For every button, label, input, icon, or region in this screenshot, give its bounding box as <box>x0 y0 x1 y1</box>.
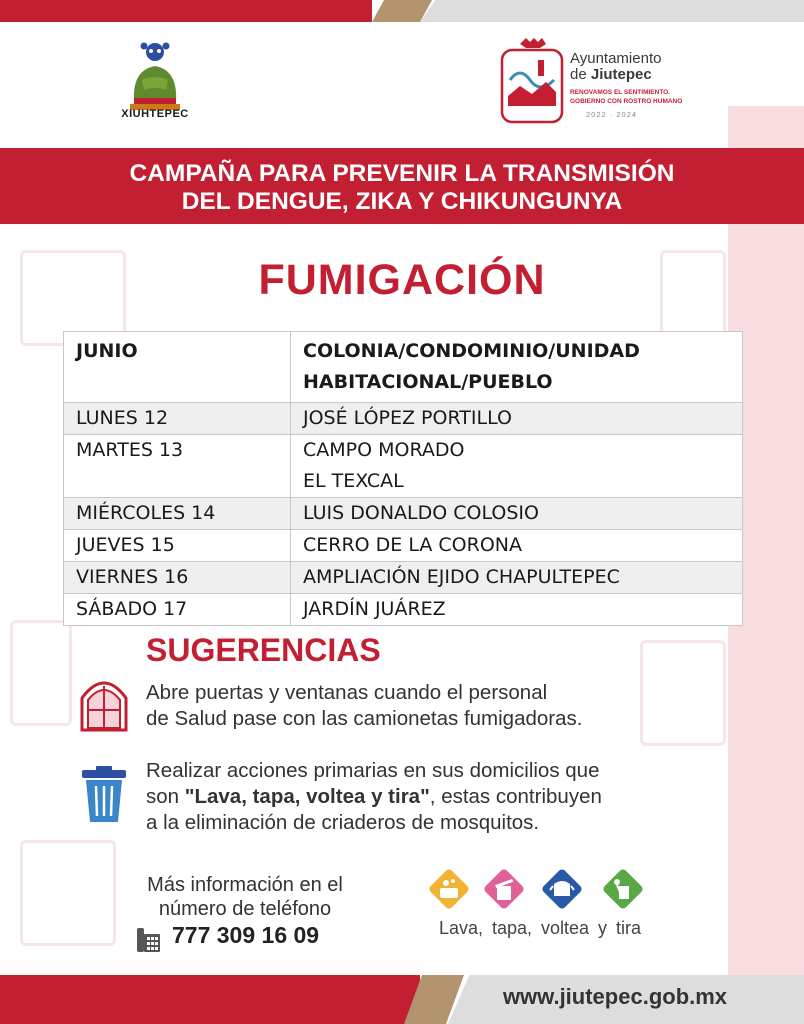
header-month: JUNIO <box>64 332 291 403</box>
row-day: SÁBADO 17 <box>64 594 291 626</box>
trash-can-icon <box>80 766 128 824</box>
campaign-title-line1: CAMPAÑA PARA PREVENIR LA TRANSMISIÓN <box>129 160 675 187</box>
window-icon <box>78 676 130 732</box>
telephone-icon <box>136 926 162 954</box>
tapa-diamond-icon <box>481 866 527 912</box>
suggestion2-slogan: "Lava, tapa, voltea y tira" <box>184 785 430 808</box>
row-place-line2: EL TEXCAL <box>303 470 404 492</box>
row-day: VIERNES 16 <box>64 562 291 594</box>
campaign-title-line2: DEL DENGUE, ZIKA Y CHIKUNGUNYA <box>181 188 623 215</box>
suggestion-lava-tapa <box>146 758 706 836</box>
suggestion2-line3: a la eliminación de criaderos de mosquitos. <box>146 811 540 834</box>
top-red-bar <box>0 0 372 22</box>
row-day: MIÉRCOLES 14 <box>64 498 291 530</box>
tira-diamond-icon <box>600 866 646 912</box>
xiuhtepec-label: XIUHTEPEC <box>121 108 189 120</box>
row-place: AMPLIACIÓN EJIDO CHAPULTEPEC <box>291 562 743 594</box>
header-location <box>291 332 743 403</box>
suggestion1-line2: de Salud pase con las camionetas fumigadoras. <box>146 707 583 730</box>
row-day: MARTES 13 <box>64 435 291 498</box>
suggestion1-line1: Abre puertas y ventanas cuando el personal <box>146 681 548 704</box>
phone-number: 777 309 16 09 <box>172 922 320 948</box>
row-place: CERRO DE LA CORONA <box>291 530 743 562</box>
bottom-red-bar <box>0 975 420 1024</box>
voltea-diamond-icon <box>539 866 585 912</box>
municipality-bold: Jiutepec <box>590 66 652 83</box>
term-years: 2022 · 2024 <box>586 110 638 119</box>
more-info-line2: número de teléfono <box>158 898 332 920</box>
motto-line1: RENOVAMOS EL SENTIMIENTO. <box>570 89 671 96</box>
ayuntamiento-name: Ayuntamiento <box>570 50 662 67</box>
motto-line2: GOBIERNO CON ROSTRO HUMANO <box>570 98 683 105</box>
row-place <box>291 435 743 498</box>
row-place: JARDÍN JUÁREZ <box>291 594 743 626</box>
table-row <box>64 530 743 562</box>
table-row <box>64 594 743 626</box>
municipality-prefix: de <box>570 66 587 83</box>
table-row <box>64 435 743 498</box>
website-link[interactable]: www.jiutepec.gob.mx <box>502 984 728 1009</box>
table-row <box>64 403 743 435</box>
municipality-name <box>570 66 652 83</box>
suggestion2-line2 <box>146 784 706 810</box>
table-row <box>64 562 743 594</box>
lava-diamond-icon <box>426 866 472 912</box>
slogan-label: Lava, tapa, voltea y tira <box>438 918 642 938</box>
suggestion2-line1: Realizar acciones primarias en sus domicilios que <box>146 759 600 782</box>
suggestion2-post: , estas contribuyen <box>429 785 602 808</box>
header-location-line2: HABITACIONAL/PUEBLO <box>303 371 553 393</box>
watermark-tile <box>10 620 72 726</box>
campaign-title <box>0 160 804 216</box>
page-title: FUMIGACIÓN <box>258 256 546 304</box>
row-day: JUEVES 15 <box>64 530 291 562</box>
row-place-line1: CAMPO MORADO <box>303 439 465 461</box>
table-header-row <box>64 332 743 403</box>
table-row <box>64 498 743 530</box>
watermark-tile <box>20 840 116 946</box>
row-day: LUNES 12 <box>64 403 291 435</box>
suggestion-open-windows <box>146 680 706 732</box>
more-info-line1: Más información en el <box>147 874 343 896</box>
top-grey-bar <box>420 0 804 22</box>
row-place: JOSÉ LÓPEZ PORTILLO <box>291 403 743 435</box>
fumigation-schedule-table <box>63 331 743 626</box>
header-location-line1: COLONIA/CONDOMINIO/UNIDAD <box>303 340 640 362</box>
suggestions-title: SUGERENCIAS <box>146 632 381 668</box>
ayuntamiento-emblem-icon <box>500 36 564 124</box>
suggestion2-pre: son <box>146 785 185 808</box>
row-place: LUIS DONALDO COLOSIO <box>291 498 743 530</box>
